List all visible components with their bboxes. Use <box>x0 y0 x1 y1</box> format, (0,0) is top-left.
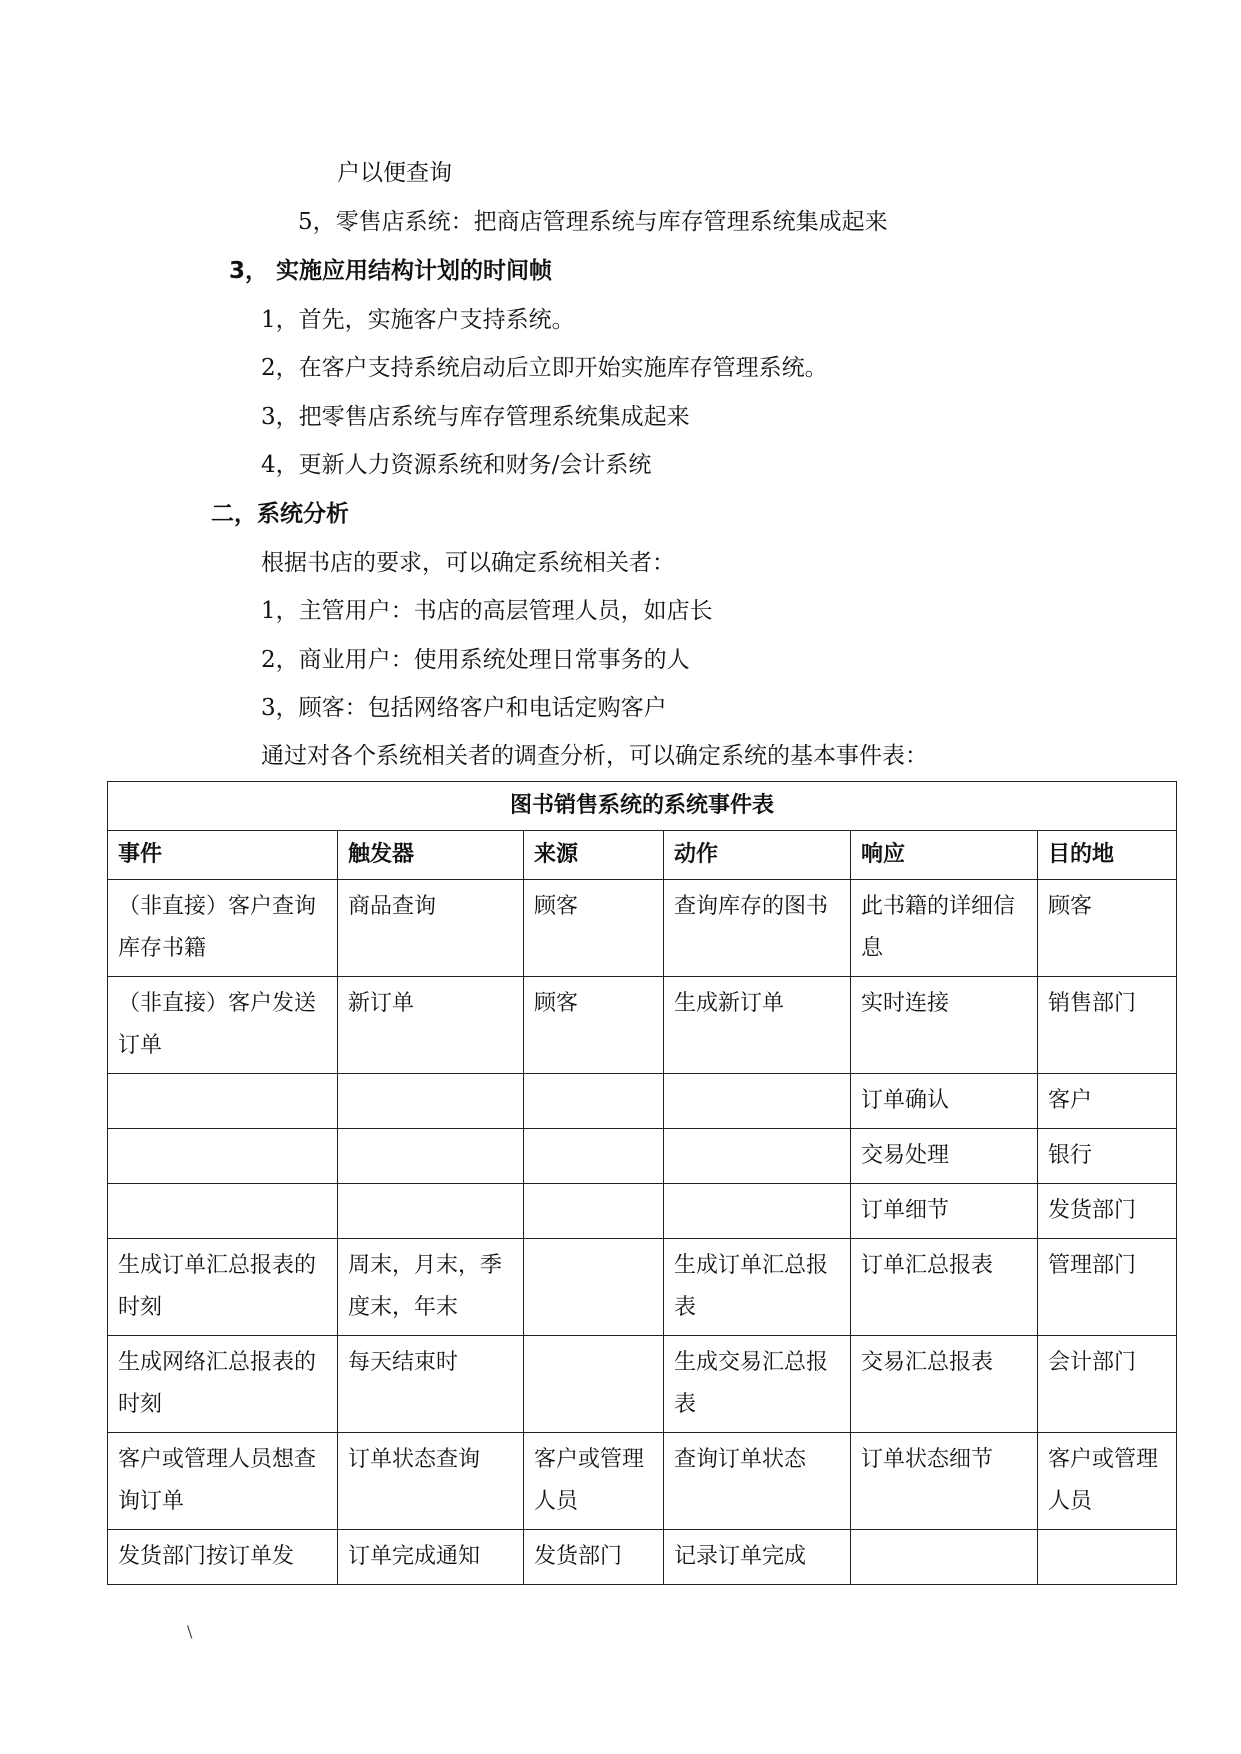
table-cell <box>524 1074 664 1129</box>
table-cell: 订单确认 <box>851 1074 1038 1129</box>
column-header: 事件 <box>108 831 338 880</box>
paragraph-line: 1，首先，实施客户支持系统。 <box>261 307 575 333</box>
table-cell: 交易汇总报表 <box>851 1336 1038 1433</box>
table-title: 图书销售系统的系统事件表 <box>108 782 1177 831</box>
footer-mark: \ <box>187 1622 193 1641</box>
table-cell: 查询库存的图书 <box>664 880 851 977</box>
table-cell <box>524 1239 664 1336</box>
table-cell: 周末，月末，季度末，年末 <box>338 1239 524 1336</box>
column-header: 响应 <box>851 831 1038 880</box>
table-cell: 订单状态查询 <box>338 1433 524 1530</box>
table-cell <box>108 1074 338 1129</box>
table-row <box>108 1336 1177 1433</box>
table-cell: 顾客 <box>524 880 664 977</box>
column-header: 触发器 <box>338 831 524 880</box>
table-cell: 管理部门 <box>1038 1239 1177 1336</box>
column-header: 动作 <box>664 831 851 880</box>
table-cell: 生成网络汇总报表的时刻 <box>108 1336 338 1433</box>
table-cell: 此书籍的详细信息 <box>851 880 1038 977</box>
table-cell: 查询订单状态 <box>664 1433 851 1530</box>
table-cell: 顾客 <box>524 977 664 1074</box>
table-cell: 销售部门 <box>1038 977 1177 1074</box>
table-cell: 客户或管理人员 <box>524 1433 664 1530</box>
table-cell <box>664 1074 851 1129</box>
section-heading: 3， 实施应用结构计划的时间帧 <box>229 258 553 284</box>
table-cell <box>851 1530 1038 1585</box>
system-event-table <box>107 781 1177 1585</box>
table-cell <box>338 1129 524 1184</box>
table-row <box>108 880 1177 977</box>
table-row <box>108 1074 1177 1129</box>
table-cell: （非直接）客户发送订单 <box>108 977 338 1074</box>
table-cell <box>338 1184 524 1239</box>
table-cell: 订单完成通知 <box>338 1530 524 1585</box>
table-cell <box>108 1184 338 1239</box>
column-header: 目的地 <box>1038 831 1177 880</box>
table-cell: 实时连接 <box>851 977 1038 1074</box>
table-cell: 生成订单汇总报表 <box>664 1239 851 1336</box>
paragraph-line: 根据书店的要求，可以确定系统相关者： <box>261 550 675 576</box>
table-cell <box>524 1336 664 1433</box>
table-cell: 订单汇总报表 <box>851 1239 1038 1336</box>
table-row <box>108 1530 1177 1585</box>
table-row <box>108 1184 1177 1239</box>
table-cell <box>524 1129 664 1184</box>
table-cell: 订单细节 <box>851 1184 1038 1239</box>
paragraph-line: 2，商业用户：使用系统处理日常事务的人 <box>261 647 690 673</box>
column-header: 来源 <box>524 831 664 880</box>
table-cell: 客户或管理人员 <box>1038 1433 1177 1530</box>
paragraph-line: 户以便查询 <box>337 160 452 186</box>
table-cell: 新订单 <box>338 977 524 1074</box>
table-row <box>108 977 1177 1074</box>
table-cell: 交易处理 <box>851 1129 1038 1184</box>
table-cell: 订单状态细节 <box>851 1433 1038 1530</box>
table-cell: 顾客 <box>1038 880 1177 977</box>
table-cell: 客户 <box>1038 1074 1177 1129</box>
paragraph-line: 3，顾客：包括网络客户和电话定购客户 <box>261 695 667 721</box>
table-cell: 会计部门 <box>1038 1336 1177 1433</box>
table-title-row <box>108 782 1177 831</box>
table-cell <box>664 1129 851 1184</box>
table-cell: （非直接）客户查询库存书籍 <box>108 880 338 977</box>
table-row <box>108 1129 1177 1184</box>
section-heading: 二，系统分析 <box>211 501 349 527</box>
paragraph-line: 1，主管用户：书店的高层管理人员，如店长 <box>261 598 713 624</box>
table-cell: 记录订单完成 <box>664 1530 851 1585</box>
table-cell: 银行 <box>1038 1129 1177 1184</box>
table-cell <box>1038 1530 1177 1585</box>
table-cell: 商品查询 <box>338 880 524 977</box>
table-cell: 生成交易汇总报表 <box>664 1336 851 1433</box>
paragraph-line: 2，在客户支持系统启动后立即开始实施库存管理系统。 <box>261 355 828 381</box>
table-cell: 发货部门 <box>1038 1184 1177 1239</box>
table-row <box>108 1239 1177 1336</box>
table-cell <box>664 1184 851 1239</box>
table-cell: 生成新订单 <box>664 977 851 1074</box>
table-cell: 生成订单汇总报表的时刻 <box>108 1239 338 1336</box>
paragraph-line: 3，把零售店系统与库存管理系统集成起来 <box>261 404 690 430</box>
table-cell <box>524 1184 664 1239</box>
table-row <box>108 1433 1177 1530</box>
table-cell: 发货部门 <box>524 1530 664 1585</box>
table-cell: 发货部门按订单发 <box>108 1530 338 1585</box>
table-body <box>108 880 1177 1585</box>
paragraph-line: 通过对各个系统相关者的调查分析，可以确定系统的基本事件表： <box>261 743 928 769</box>
table-cell: 客户或管理人员想查询订单 <box>108 1433 338 1530</box>
table-cell <box>108 1129 338 1184</box>
table-cell <box>338 1074 524 1129</box>
table-header-row <box>108 831 1177 880</box>
paragraph-line: 4，更新人力资源系统和财务/会计系统 <box>261 452 652 478</box>
paragraph-line: 5，零售店系统：把商店管理系统与库存管理系统集成起来 <box>298 209 888 235</box>
table-cell: 每天结束时 <box>338 1336 524 1433</box>
